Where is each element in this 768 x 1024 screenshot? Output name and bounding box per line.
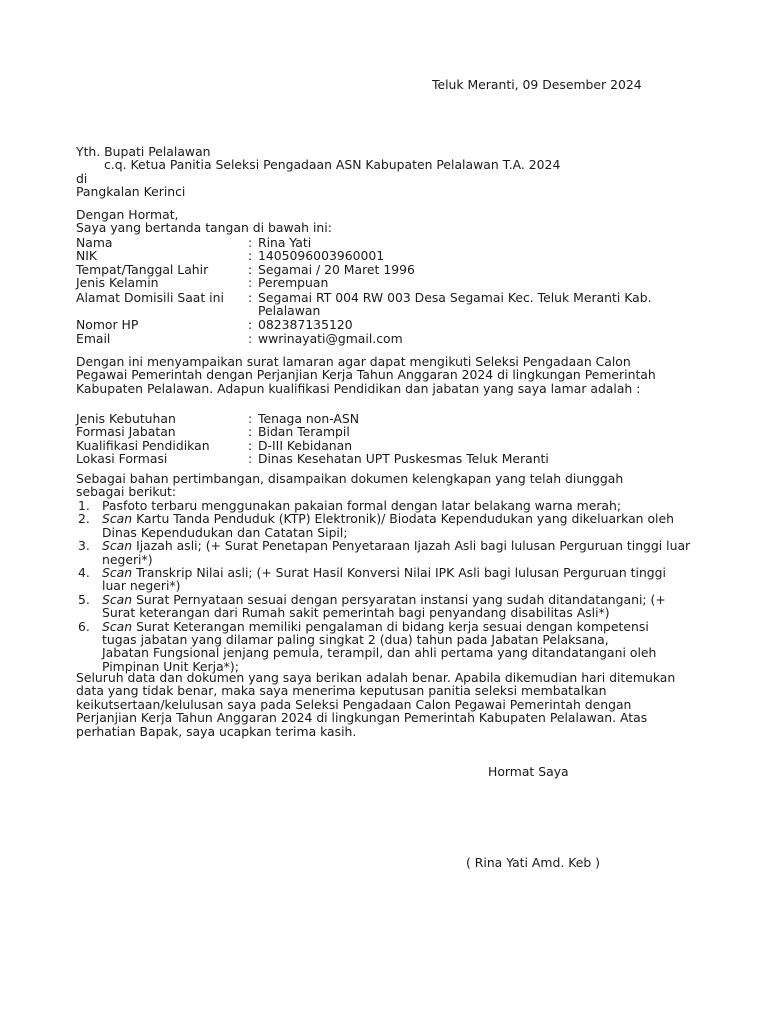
- identity-value: : wwrinayati@gmail.com: [248, 330, 403, 346]
- list-item-text: [102, 566, 672, 593]
- recipient-line-1: Yth. Bupati Pelalawan: [76, 144, 211, 159]
- identity-value-text: Perempuan: [258, 275, 329, 291]
- identity-value-text: wwrinayati@gmail.com: [258, 330, 403, 346]
- signature-name: ( Rina Yati Amd. Keb ): [466, 855, 600, 870]
- list-item-body: Pasfoto terbaru menggunakan pakaian formal dengan latar belakang warna merah;: [102, 498, 622, 513]
- greeting: Dengan Hormat,: [76, 207, 179, 222]
- identity-label: Nama: [76, 235, 113, 250]
- list-item-text: [102, 593, 687, 620]
- list-item-number: 3.: [78, 538, 90, 554]
- list-item: [76, 499, 706, 512]
- list-item: [76, 566, 706, 593]
- list-item-prefix: Scan: [102, 511, 133, 527]
- position-value: : Bidan Terampil: [248, 424, 350, 440]
- identity-value: : 082387135120: [248, 317, 353, 333]
- documents-list: [76, 499, 706, 673]
- position-value: : Tenaga non-ASN: [248, 411, 360, 426]
- intro-line: Saya yang bertanda tangan di bawah ini:: [76, 220, 332, 236]
- identity-label: Alamat Domisili Saat ini: [76, 289, 224, 305]
- position-value-text: Dinas Kesehatan UPT Puskesmas Teluk Meranti: [258, 451, 549, 467]
- list-item: [76, 593, 706, 620]
- list-item-prefix: Scan: [102, 618, 133, 634]
- greeting-block: [76, 208, 332, 235]
- list-item-prefix: Scan: [102, 538, 133, 554]
- list-item-text: [102, 499, 706, 512]
- list-item-body: Surat Keterangan memiliki pengalaman di bidang kerja sesuai dengan kompetensi tugas jabatan yang dilamar paling singkat 2 (dua) tahun pada Jabatan Pelaksana, Jabatan Fungsional jenjang pemula, terampil, dan ahli pertama yang ditandatangani oleh Pimpinan Unit Kerja*);: [102, 618, 657, 674]
- list-item-text: [102, 512, 687, 539]
- recipient-line-3: di: [76, 170, 88, 186]
- position-value-text: Tenaga non-ASN: [258, 411, 360, 426]
- position-value: : Dinas Kesehatan UPT Puskesmas Teluk Meranti: [248, 451, 549, 467]
- list-item-number: 2.: [78, 511, 90, 527]
- identity-value-text: Segamai RT 004 RW 003 Desa Segamai Kec. Teluk Meranti Kab. Pelalawan: [258, 289, 652, 319]
- position-label: Jenis Kebutuhan: [76, 411, 176, 426]
- identity-label: NIK: [76, 248, 98, 264]
- identity-value-text: Segamai / 20 Maret 1996: [258, 261, 415, 277]
- list-item-body: Kartu Tanda Penduduk (KTP) Elektronik)/ Biodata Kependudukan yang dikeluarkan oleh Dinas Kependudukan dan Catatan Sipil;: [102, 511, 674, 540]
- recipient-line-2: c.q. Ketua Panitia Seleksi Pengadaan ASN Kabupaten Pelalawan T.A. 2024: [104, 157, 561, 173]
- identity-value-text: 082387135120: [258, 317, 353, 333]
- position-value-text: Bidan Terampil: [258, 424, 350, 440]
- position-value-text: D-III Kebidanan: [258, 437, 353, 453]
- identity-value-text: Rina Yati: [258, 235, 312, 250]
- list-item-body: Transkrip Nilai asli; (+ Surat Hasil Konversi Nilai IPK Asli bagi lulusan Perguruan tinggi luar negeri*): [102, 565, 666, 594]
- identity-value-text: 1405096003960001: [258, 248, 385, 264]
- identity-label: Email: [76, 330, 111, 346]
- letter-date: Teluk Meranti, 09 Desember 2024: [432, 77, 642, 92]
- identity-label: Jenis Kelamin: [76, 275, 159, 291]
- position-table: [76, 412, 688, 466]
- identity-value: : 1405096003960001: [248, 248, 385, 264]
- list-item: [76, 620, 706, 674]
- position-label: Lokasi Formasi: [76, 451, 168, 467]
- list-item-body: Ijazah asli; (+ Surat Penetapan Penyetaraan Ijazah Asli bagi lulusan Perguruan tinggi luar negeri*): [102, 538, 691, 567]
- closing-paragraph: Seluruh data dan dokumen yang saya berikan adalah benar. Apabila dikemudian hari ditemukan data yang tidak benar, maka saya menerima keputusan panitia seleksi membatalkan keikutsertaan/kelulusan saya pada Seleksi Pengadaan Calon Pegawai Pemerintah dengan Perjanjian Kerja Tahun Anggaran 2024 di lingkungan Pemerintah Kabupaten Pelalawan. Atas perhatian Bapak, saya ucapkan terima kasih.: [76, 670, 676, 739]
- list-item-body: Surat Pernyataan sesuai dengan persyaratan instansi yang sudah ditandatangani; (+ Surat keterangan dari Rumah sakit pemerintah bagi penyandang disabilitas Asli*): [102, 591, 666, 621]
- recipient-block: [76, 145, 560, 199]
- list-item-prefix: Scan: [102, 565, 133, 581]
- identity-label: Nomor HP: [76, 317, 139, 333]
- list-item-number: 5.: [78, 591, 90, 607]
- purpose-paragraph: Dengan ini menyampaikan surat lamaran agar dapat mengikuti Seleksi Pengadaan Calon Pegawai Pemerintah dengan Perjanjian Kerja Tahun Anggaran 2024 di lingkungan Pemerintah Kabupaten Pelalawan. Adapun kualifikasi Pendidikan dan jabatan yang saya lamar adalah :: [76, 354, 656, 396]
- list-item-prefix: Scan: [102, 591, 133, 607]
- position-label: Formasi Jabatan: [76, 424, 176, 440]
- identity-value: : Rina Yati: [248, 235, 312, 250]
- identity-value: : Perempuan: [248, 275, 329, 291]
- list-item-text: [102, 620, 657, 674]
- identity-value: : Segamai RT 004 RW 003 Desa Segamai Kec. Teluk Meranti Kab. Pelalawan: [248, 290, 688, 318]
- identity-label: Tempat/Tanggal Lahir: [76, 261, 209, 277]
- list-item-number: 4.: [78, 565, 90, 581]
- list-item-text: [102, 539, 706, 566]
- closing-salutation: Hormat Saya: [488, 764, 569, 779]
- identity-value: : Segamai / 20 Maret 1996: [248, 261, 415, 277]
- position-label: Kualifikasi Pendidikan: [76, 437, 210, 453]
- recipient-line-4: Pangkalan Kerinci: [76, 184, 186, 200]
- list-item-number: 1.: [78, 498, 90, 513]
- documents-intro: Sebagai bahan pertimbangan, disampaikan dokumen kelengkapan yang telah diunggah sebagai berikut:: [76, 471, 624, 500]
- identity-table: [76, 236, 688, 345]
- list-item: [76, 512, 706, 539]
- list-item-number: 6.: [78, 618, 90, 634]
- list-item: [76, 539, 706, 566]
- position-value: : D-III Kebidanan: [248, 437, 353, 453]
